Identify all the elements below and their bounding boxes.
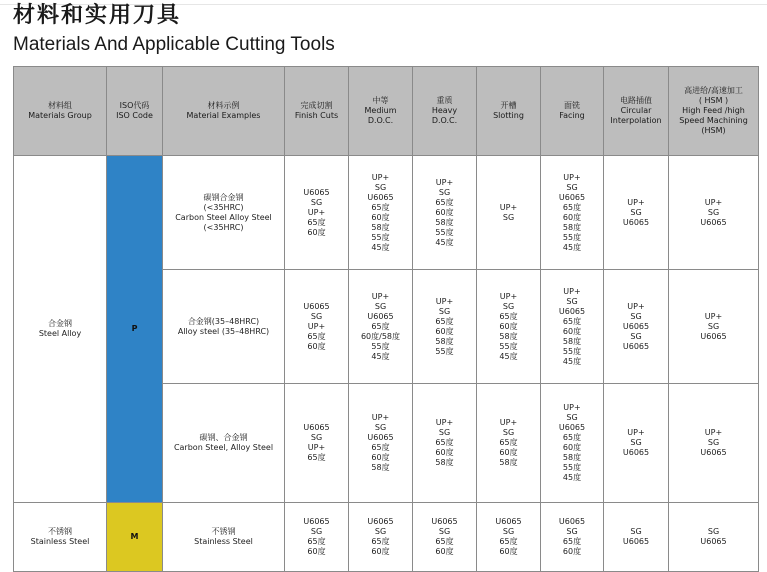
cell-line: 55度 <box>562 232 582 242</box>
cell-line: U6065 <box>622 321 650 331</box>
cell-line: U6065 <box>431 517 458 526</box>
cell-line: 58度 <box>435 217 454 227</box>
cell-line: U6065 <box>622 217 650 227</box>
cell-line: SG <box>310 527 323 536</box>
cell-line: U6065 <box>558 517 586 526</box>
cell-line: 55度 <box>499 341 518 351</box>
cell-line: Steel Alloy <box>38 329 82 338</box>
slotting-cell <box>477 384 541 503</box>
cell-line: 65度 <box>499 537 518 546</box>
cell-line: SG <box>438 187 451 197</box>
materials-table <box>13 66 759 572</box>
cell-line: 65度 <box>307 217 326 227</box>
cell-line: SG <box>438 527 451 536</box>
circular-interpolation-cell <box>604 503 669 572</box>
cell-line: 60度 <box>435 547 454 556</box>
hsm-cell <box>669 270 759 384</box>
cell-line: UP+ <box>499 202 518 212</box>
cell-line: 65度 <box>307 331 326 341</box>
header-iso-code <box>107 67 163 156</box>
cell-line: SG <box>374 527 387 536</box>
heavy-doc-cell <box>413 384 477 503</box>
cell-line: 65度 <box>371 443 390 452</box>
cell-line: 60度 <box>562 547 582 556</box>
cell-line: SG <box>374 182 387 192</box>
cell-line: 60度 <box>307 547 326 556</box>
header-facing <box>541 67 604 156</box>
cell-line: 65度 <box>371 537 390 546</box>
cell-line: (HSM) <box>701 126 726 135</box>
heavy-doc-cell <box>413 270 477 384</box>
cell-line: UP+ <box>499 291 518 301</box>
cell-line: UP+ <box>307 321 326 331</box>
header-finish-cuts <box>285 67 349 156</box>
cell-line: 60度 <box>307 341 326 351</box>
cell-line: SG <box>310 433 323 442</box>
cell-line: 60度 <box>307 227 326 237</box>
cell-line: SG <box>630 331 642 341</box>
cell-line: UP+ <box>371 291 390 301</box>
cell-line: SG <box>630 207 642 217</box>
group-cell-stainless-steel <box>14 503 107 572</box>
cell-line: 45度 <box>562 356 582 366</box>
cell-line: SG <box>630 527 642 536</box>
cell-line: U6065 <box>700 537 727 546</box>
cell-line: SG <box>374 301 387 311</box>
cell-line: SG <box>707 438 720 447</box>
cell-line: 重质 <box>436 96 453 105</box>
cell-line: SG <box>310 311 323 321</box>
cell-line: UP+ <box>307 207 326 217</box>
header-material-examples <box>163 67 285 156</box>
cell-line: 58度 <box>499 331 518 341</box>
cell-line: 65度 <box>499 438 518 447</box>
cell-line: 65度 <box>435 438 454 447</box>
cell-line: 65度 <box>562 537 582 546</box>
cell-line: 不锈钢 <box>211 527 236 536</box>
table-row <box>14 156 759 270</box>
cell-line: SG <box>310 197 323 207</box>
header-circular-interpolation <box>604 67 669 156</box>
cell-line: 中等 <box>372 96 389 105</box>
cell-line: 65度 <box>371 202 390 212</box>
header-medium-doc <box>349 67 413 156</box>
cell-line: 45度 <box>562 473 582 482</box>
cell-line: U6065 <box>700 448 727 457</box>
cell-line: SG <box>438 428 451 437</box>
medium-doc-cell <box>349 156 413 270</box>
cell-line: SG <box>502 212 515 222</box>
cell-line: UP+ <box>563 403 581 412</box>
cell-line: SG <box>502 527 515 536</box>
cell-line: 58度 <box>562 336 582 346</box>
cell-line: 45度 <box>562 242 582 252</box>
cell-line: UP+ <box>704 311 723 321</box>
cell-line: Carbon Steel, Alloy Steel <box>173 443 274 452</box>
material-example <box>163 503 285 572</box>
cell-line: ISO Code <box>116 111 153 120</box>
cell-line: 60度 <box>499 547 518 556</box>
cell-line: UP+ <box>435 418 454 427</box>
finish-cuts-cell <box>285 503 349 572</box>
iso-code-p: P <box>107 156 163 503</box>
heavy-doc-cell <box>413 503 477 572</box>
table-row <box>14 503 759 572</box>
cell-line: UP+ <box>627 301 645 311</box>
cell-line: U6065 <box>622 448 650 457</box>
cell-line: Carbon Steel Alloy Steel <box>175 212 272 222</box>
cell-line: 合金钢 <box>48 319 72 328</box>
slotting-cell <box>477 270 541 384</box>
cell-line: 60度 <box>562 212 582 222</box>
cell-line: 60度 <box>499 321 518 331</box>
cell-line: 55度 <box>371 232 390 242</box>
cell-line: 材料组 <box>48 101 72 110</box>
cell-line: U6065 <box>700 331 727 341</box>
cell-line: 60度/58度 <box>360 331 401 341</box>
cell-line: UP+ <box>307 443 326 452</box>
circular-interpolation-cell <box>604 384 669 503</box>
cell-line: 合金钢(35–48HRC) <box>187 316 260 326</box>
cell-line: SG <box>707 321 720 331</box>
cell-line: 65度 <box>562 433 582 442</box>
cell-line: U6065 <box>367 311 394 321</box>
cell-line: U6065 <box>303 187 330 197</box>
cell-line: 碳钢合金钢 <box>203 192 244 202</box>
cell-line: U6065 <box>622 341 650 351</box>
cell-line: Finish Cuts <box>294 111 339 120</box>
cell-line: D.O.C. <box>431 116 458 125</box>
cell-line: 65度 <box>562 316 582 326</box>
cell-line: SG <box>566 296 578 306</box>
cell-line: U6065 <box>367 192 394 202</box>
header-row <box>14 67 759 156</box>
heavy-doc-cell <box>413 156 477 270</box>
cell-line: UP+ <box>627 428 645 437</box>
header-hsm <box>669 67 759 156</box>
cell-line: Facing <box>559 111 585 120</box>
page-title-cn: 材料和实用刀具 <box>13 3 182 28</box>
cell-line: (<35HRC) <box>203 202 244 212</box>
medium-doc-cell <box>349 503 413 572</box>
material-example <box>163 384 285 503</box>
cell-line: U6065 <box>558 192 586 202</box>
cell-line: Medium <box>364 106 397 115</box>
cell-line: SG <box>630 311 642 321</box>
cell-line: 58度 <box>562 222 582 232</box>
cell-line: 60度 <box>371 547 390 556</box>
cell-line: UP+ <box>563 286 581 296</box>
cell-line: Materials Group <box>28 111 92 120</box>
cell-line: SG <box>566 182 578 192</box>
slotting-cell <box>477 156 541 270</box>
hsm-cell <box>669 384 759 503</box>
cell-line: Interpolation <box>610 116 662 125</box>
medium-doc-cell <box>349 270 413 384</box>
cell-line: ISO代码 <box>119 101 150 110</box>
cell-line: 55度 <box>562 463 582 472</box>
cell-line: Speed Machining <box>679 116 748 125</box>
cell-line: Alloy steel (35–48HRC) <box>177 326 270 336</box>
facing-cell <box>541 156 604 270</box>
finish-cuts-cell <box>285 156 349 270</box>
cell-line: UP+ <box>627 197 645 207</box>
circular-interpolation-cell <box>604 156 669 270</box>
cell-line: U6065 <box>303 517 330 526</box>
cell-line: 高进给/高速加工 <box>684 86 743 95</box>
cell-line: 55度 <box>435 227 454 237</box>
hsm-cell <box>669 156 759 270</box>
cell-line: 55度 <box>435 346 454 356</box>
cell-line: 60度 <box>435 207 454 217</box>
finish-cuts-cell <box>285 270 349 384</box>
cell-line: SG <box>438 306 451 316</box>
material-example <box>163 156 285 270</box>
cell-line: (<35HRC) <box>203 222 244 232</box>
cell-line: UP+ <box>704 197 723 207</box>
slotting-cell <box>477 503 541 572</box>
cell-line: U6065 <box>367 433 394 442</box>
cell-line: U6065 <box>367 517 394 526</box>
facing-cell <box>541 384 604 503</box>
cell-line: UP+ <box>371 172 390 182</box>
cell-line: 面铣 <box>564 101 580 110</box>
cell-line: UP+ <box>371 413 390 422</box>
cell-line: 完成切割 <box>300 101 333 110</box>
facing-cell <box>541 270 604 384</box>
cell-line: High Feed /high <box>682 106 745 115</box>
cell-line: UP+ <box>435 296 454 306</box>
cell-line: 60度 <box>435 448 454 457</box>
finish-cuts-cell <box>285 384 349 503</box>
cell-line: 不锈钢 <box>48 527 72 536</box>
cell-line: 电路插值 <box>620 96 652 105</box>
cell-line: UP+ <box>704 428 723 437</box>
cell-line: U6065 <box>700 217 727 227</box>
cell-line: 材料示例 <box>207 101 240 110</box>
cell-line: 65度 <box>499 311 518 321</box>
cell-line: 60度 <box>499 448 518 457</box>
cell-line: SG <box>374 423 387 432</box>
cell-line: U6065 <box>495 517 522 526</box>
cell-line: 58度 <box>435 458 454 467</box>
header-slotting <box>477 67 541 156</box>
facing-cell <box>541 503 604 572</box>
cell-line: Slotting <box>493 111 524 120</box>
cell-line: 55度 <box>562 346 582 356</box>
cell-line: Stainless Steel <box>194 537 253 546</box>
cell-line: UP+ <box>563 172 581 182</box>
cell-line: 58度 <box>371 222 390 232</box>
header-materials-group <box>14 67 107 156</box>
page-title-en: Materials And Applicable Cutting Tools <box>13 34 335 55</box>
header-heavy-doc <box>413 67 477 156</box>
cell-line: ( HSM ) <box>698 96 729 105</box>
hsm-cell <box>669 503 759 572</box>
cell-line: 58度 <box>562 453 582 462</box>
cell-line: 45度 <box>371 351 390 361</box>
cell-line: UP+ <box>435 177 454 187</box>
cell-line: SG <box>566 413 578 422</box>
cell-line: Material Examples <box>186 111 261 120</box>
cell-line: SG <box>630 438 642 447</box>
cell-line: Heavy <box>431 106 458 115</box>
group-cell-steel-alloy <box>14 156 107 503</box>
circular-interpolation-cell <box>604 270 669 384</box>
cell-line: 45度 <box>371 242 390 252</box>
cell-line: D.O.C. <box>367 116 394 125</box>
cell-line: UP+ <box>499 418 518 427</box>
cell-line: 45度 <box>435 237 454 247</box>
cell-line: U6065 <box>558 306 586 316</box>
cell-line: U6065 <box>303 423 330 432</box>
cell-line: Circular <box>620 106 652 115</box>
cell-line: 65度 <box>307 537 326 546</box>
cell-line: U6065 <box>303 301 330 311</box>
cell-line: 58度 <box>371 463 390 472</box>
cell-line: 58度 <box>499 458 518 467</box>
iso-code-m: M <box>107 503 163 572</box>
cell-line: 65度 <box>435 316 454 326</box>
cell-line: 58度 <box>435 336 454 346</box>
cell-line: Stainless Steel <box>30 537 90 546</box>
cell-line: 60度 <box>562 326 582 336</box>
cell-line: 65度 <box>307 453 326 462</box>
cell-line: 60度 <box>371 212 390 222</box>
medium-doc-cell <box>349 384 413 503</box>
cell-line: 55度 <box>371 341 390 351</box>
cell-line: 65度 <box>371 321 390 331</box>
cell-line: U6065 <box>558 423 586 432</box>
cell-line: 开槽 <box>500 101 517 110</box>
cell-line: U6065 <box>622 537 650 546</box>
cell-line: SG <box>502 301 515 311</box>
cell-line: 45度 <box>499 351 518 361</box>
cell-line: 60度 <box>371 453 390 462</box>
cell-line: SG <box>566 527 578 536</box>
cell-line: SG <box>707 207 720 217</box>
cell-line: 碳钢、合金钢 <box>199 433 248 442</box>
material-example <box>163 270 285 384</box>
cell-line: 65度 <box>435 197 454 207</box>
cell-line: 60度 <box>435 326 454 336</box>
cell-line: SG <box>707 527 720 536</box>
cell-line: 60度 <box>562 443 582 452</box>
cell-line: SG <box>502 428 515 437</box>
cell-line: 65度 <box>562 202 582 212</box>
cell-line: 65度 <box>435 537 454 546</box>
